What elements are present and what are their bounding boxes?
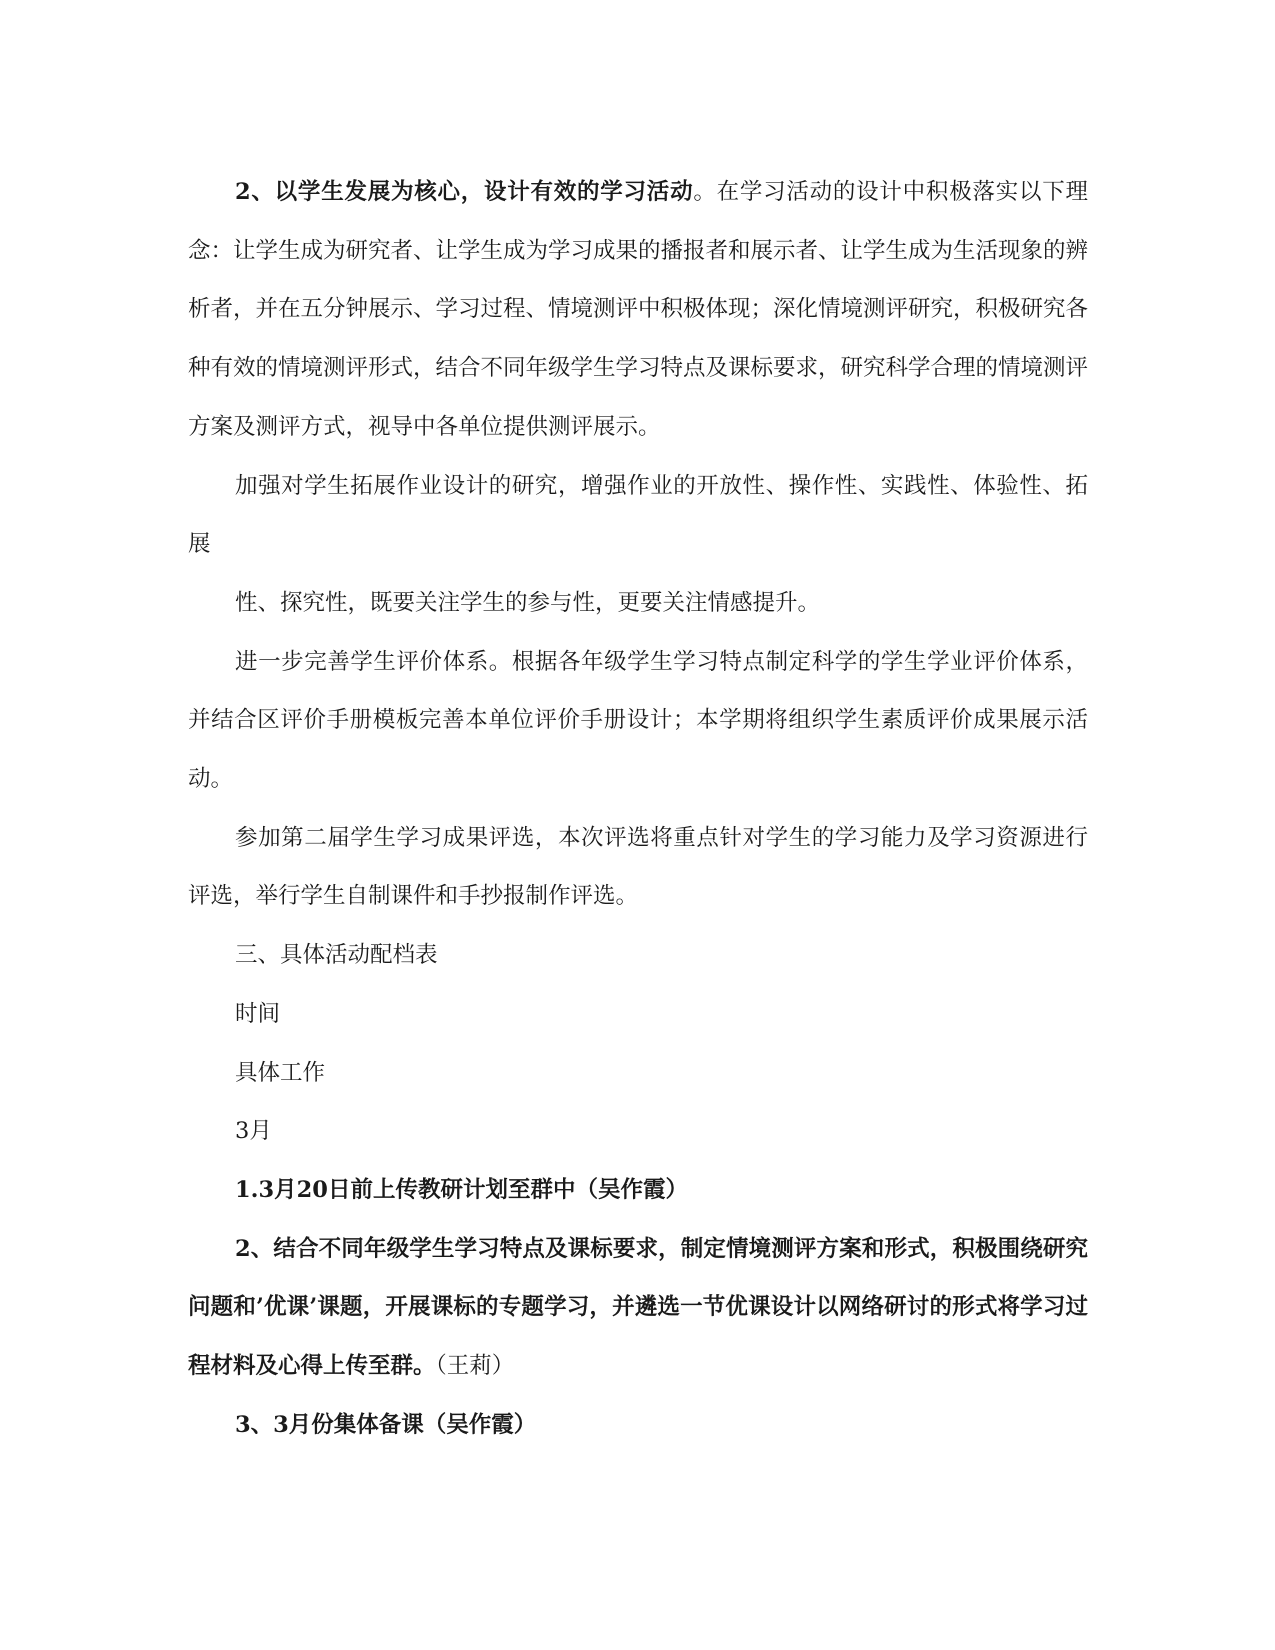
schedule-item-2 — [188, 1220, 1088, 1396]
schedule-item-3: 3、3月份集体备课（吴作霞） — [235, 1411, 537, 1438]
table-header-time: 时间 — [235, 1000, 281, 1027]
table-header-work: 具体工作 — [235, 1059, 326, 1086]
paragraph-homework-design: 加强对学生拓展作业设计的研究，增强作业的开放性、操作性、实践性、体验性、拓展 — [188, 472, 1088, 558]
paragraph-homework-design-cont: 性、探究性，既要关注学生的参与性，更要关注情感提升。 — [235, 589, 821, 616]
schedule-item-1: 1.3月20日前上传教研计划至群中（吴作霞） — [235, 1176, 688, 1203]
schedule-item-2-owner: （王莉） — [435, 1353, 515, 1380]
paragraph-learning-activities — [188, 163, 1088, 457]
schedule-month: 3月 — [235, 1118, 272, 1145]
document-body — [188, 163, 1088, 1454]
schedule-item-2-text: 2、结合不同年级学生学习特点及课标要求，制定情境测评方案和形式，积极围绕研究问题和’优课’课题，开展课标的专题学习，并遴选一节优课设计以网络研讨的形式将学习过程材料及心得上传至群。 — [188, 1235, 1088, 1380]
paragraph-achievement-selection: 参加第二届学生学习成果评选，本次评选将重点针对学生的学习能力及学习资源进行评选，举行学生自制课件和手抄报制作评选。 — [188, 824, 1088, 910]
text-learning-activities: 。在学习活动的设计中积极落实以下理念：让学生成为研究者、让学生成为学习成果的播报者和展示者、让学生成为生活现象的辨析者，并在五分钟展示、学习过程、情境测评中积极体现；深化情境测评研究，积极研究各种有效的情境测评形式，结合不同年级学生学习特点及课标要求，研究科学合理的情境测评方案及测评方式，视导中各单位提供测评展示。 — [188, 179, 1089, 440]
heading-learning-activities: 2、以学生发展为核心，设计有效的学习活动 — [235, 179, 694, 205]
paragraph-evaluation-system: 进一步完善学生评价体系。根据各年级学生学习特点制定科学的学生学业评价体系，并结合区评价手册模板完善本单位评价手册设计；本学期将组织学生素质评价成果展示活动。 — [188, 648, 1088, 793]
section-heading-schedule: 三、具体活动配档表 — [235, 942, 438, 969]
